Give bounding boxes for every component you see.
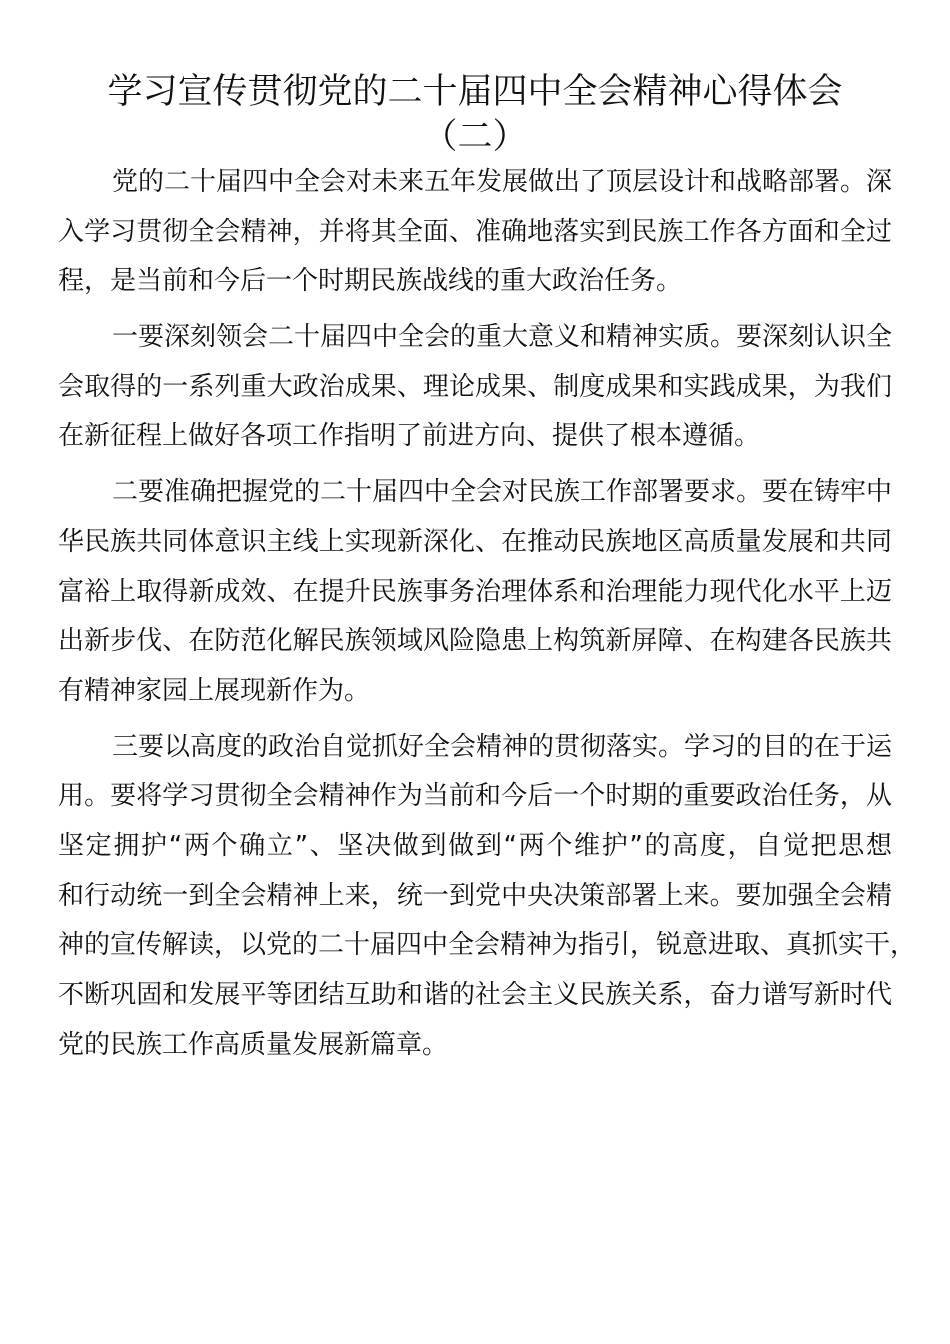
document-title: 学习宣传贯彻党的二十届四中全会精神心得体会 xyxy=(107,72,843,112)
paragraph xyxy=(58,158,892,307)
paragraph-line: 用。要将学习贯彻全会精神作为当前和今后一个时期的重要政治任务，从 xyxy=(58,781,892,812)
paragraph-line: 神的宣传解读，以党的二十届四中全会精神为指引，锐意进取、真抓实干， xyxy=(58,930,917,961)
paragraph-line: 二要准确把握党的二十届四中全会对民族工作部署要求。要在铸牢中 xyxy=(112,477,893,508)
document-subtitle: （二） xyxy=(422,117,528,157)
paragraph-line: 和行动统一到全会精神上来，统一到党中央决策部署上来。要加强全会精 xyxy=(58,880,892,911)
paragraph-line: 会取得的一系列重大政治成果、理论成果、制度成果和实践成果，为我们 xyxy=(58,371,892,402)
paragraph-line: 富裕上取得新成效、在提升民族事务治理体系和治理能力现代化水平上迈 xyxy=(58,576,892,607)
paragraph-line: 出新步伐、在防范化解民族领域风险隐患上构筑新屏障、在构建各民族共 xyxy=(58,626,892,657)
paragraph xyxy=(58,723,917,1071)
paragraph-line: 入学习贯彻全会精神，并将其全面、准确地落实到民族工作各方面和全过 xyxy=(58,216,892,247)
paragraph xyxy=(58,313,892,462)
paragraph-line: 不断巩固和发展平等团结互助和谐的社会主义民族关系，奋力谱写新时代 xyxy=(58,980,892,1010)
paragraph xyxy=(58,468,892,716)
document-body xyxy=(58,158,917,1076)
paragraph-line: 党的二十届四中全会对未来五年发展做出了顶层设计和战略部署。深 xyxy=(112,167,893,197)
paragraph-line: 有精神家园上展现新作为。 xyxy=(58,675,371,706)
paragraph-line: 坚定拥护“两个确立”、坚决做到做到“两个维护”的高度，自觉把思想 xyxy=(58,830,892,861)
paragraph-line: 三要以高度的政治自觉抓好全会精神的贯彻落实。学习的目的在于运 xyxy=(112,731,893,762)
paragraph-line: 党的民族工作高质量发展新篇章。 xyxy=(58,1029,449,1060)
paragraph-line: 一要深刻领会二十届四中全会的重大意义和精神实质。要深刻认识全 xyxy=(112,322,893,353)
paragraph-line: 在新征程上做好各项工作指明了前进方向、提供了根本遵循。 xyxy=(58,421,761,452)
paragraph-line: 程，是当前和今后一个时期民族战线的重大政治任务。 xyxy=(58,266,683,297)
paragraph-line: 华民族共同体意识主线上实现新深化、在推动民族地区高质量发展和共同 xyxy=(58,526,892,557)
